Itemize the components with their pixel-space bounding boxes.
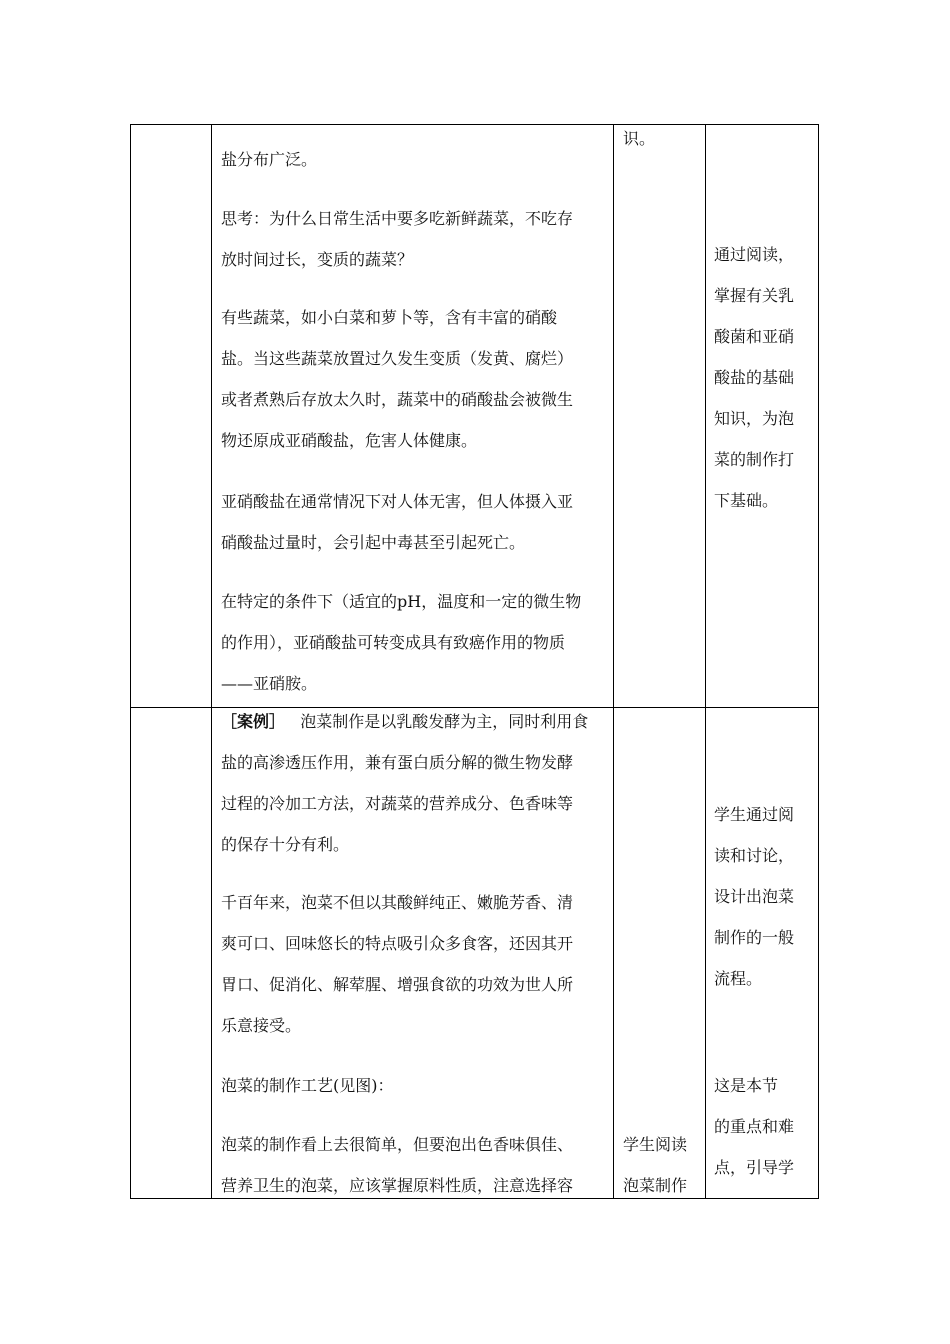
column-divider <box>705 125 706 1198</box>
paragraph-question: 思考：为什么日常生活中要多吃新鲜蔬菜，不吃存 放时间过长，变质的蔬菜？ <box>221 209 574 269</box>
paragraph: 有些蔬菜，如小白菜和萝卜等，含有丰富的硝酸 盐。当这些蔬菜放置过久发生变质（发黄、腐烂） 或者煮熟后存放太久时，蔬菜中的硝酸盐会被微生 物还原成亚硝酸盐，危害人体健康。 <box>221 308 574 450</box>
paragraph: 在特定的条件下（适宜的pH，温度和一定的微生物 的作用），亚硝酸盐可转变成具有致癌作用的物质 ——亚硝胺。 <box>221 592 582 693</box>
column-divider <box>613 125 614 1198</box>
design-intent-text: 通过阅读， 掌握有关乳 酸菌和亚硝 酸盐的基础 知识，为泡 菜的制作打 下基础。 <box>714 245 795 510</box>
paragraph: 亚硝酸盐在通常情况下对人体无害，但人体摄入亚 硝酸盐过量时，会引起中毒甚至引起死亡。 <box>221 492 574 552</box>
paragraph-case: ［案例］ 泡菜制作是以乳酸发酵为主，同时利用食 盐的高渗透压作用，兼有蛋白质分解的微生物发酵 过程的冷加工方法，对蔬菜的营养成分、色香味等 的保存十分有利。 <box>221 712 589 854</box>
design-intent-text: 学生通过阅 读和讨论， 设计出泡菜 制作的一般 流程。 <box>714 805 795 988</box>
design-intent-text: 这是本节 的重点和难 点，引导学 <box>714 1076 795 1177</box>
paragraph: 泡菜的制作看上去很简单，但要泡出色香味俱佳、 营养卫生的泡菜，应该掌握原料性质，注意选择容 <box>221 1135 574 1195</box>
paragraph: 泡菜的制作工艺(见图)： <box>221 1076 394 1095</box>
paragraph: 千百年来，泡菜不但以其酸鲜纯正、嫩脆芳香、清 爽可口、回味悠长的特点吸引众多食客，还因其开 胃口、促消化、解荤腥、增强食欲的功效为世人所 乐意接受。 <box>221 893 574 1035</box>
paragraph: 盐分布广泛。 <box>221 150 318 169</box>
student-activity-text: 学生阅读 泡菜制作 <box>623 1135 688 1195</box>
column-divider <box>211 125 212 1198</box>
case-label: ［案例］ <box>221 712 286 731</box>
student-activity-text: 识。 <box>623 129 656 148</box>
